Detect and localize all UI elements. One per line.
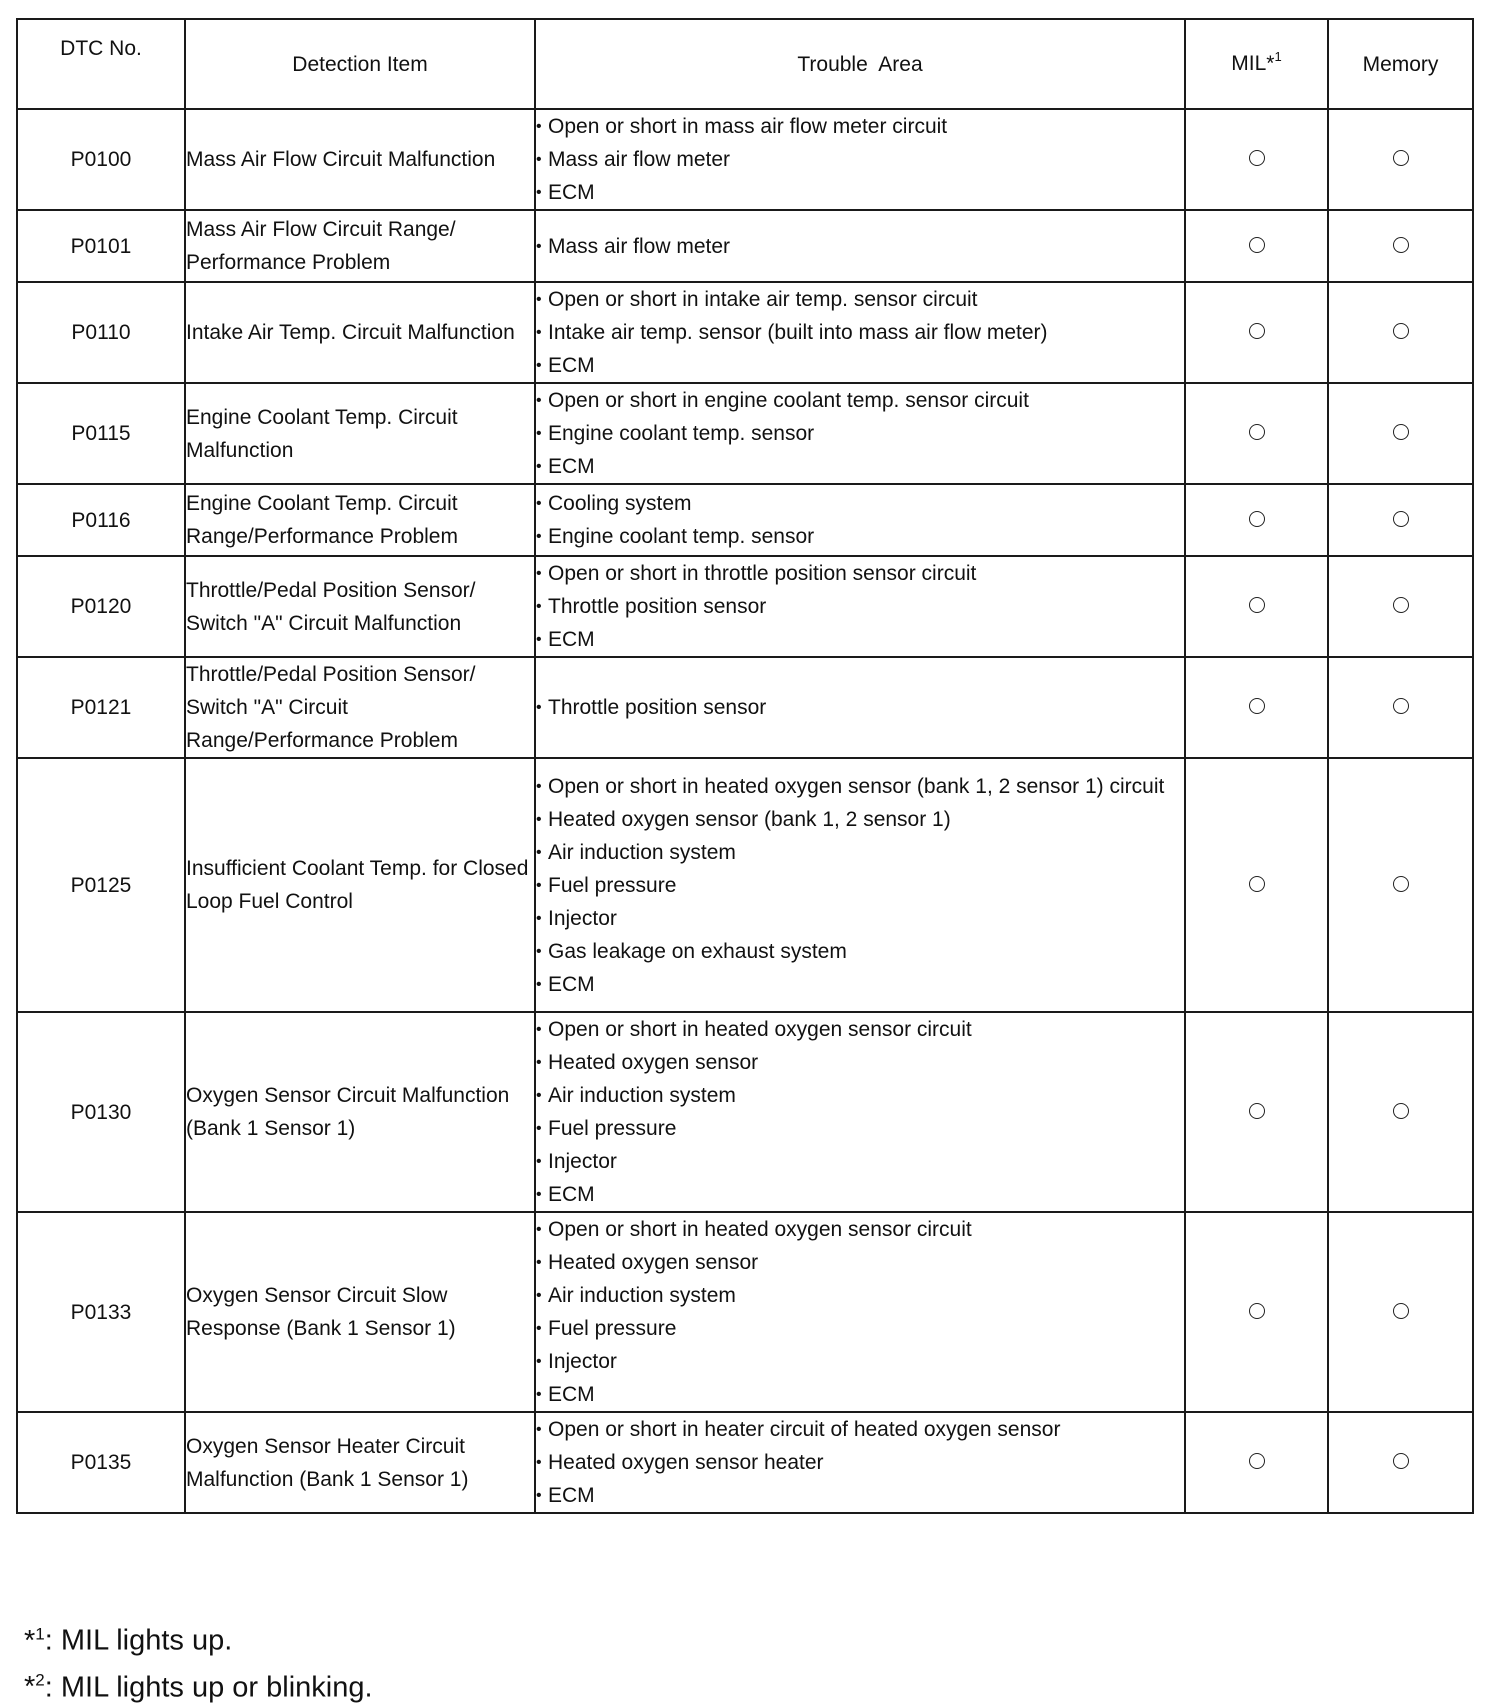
memory-circle-icon	[1393, 876, 1409, 892]
table-row	[17, 1212, 1473, 1412]
mil-circle-icon	[1249, 511, 1265, 527]
table-row	[17, 556, 1473, 657]
header-trouble-area-label: Trouble Area	[797, 52, 923, 76]
dtc-table	[16, 18, 1474, 1514]
trouble-area-item: • Intake air temp. sensor (built into mass air flow meter)	[536, 316, 1184, 349]
trouble-area-list	[536, 487, 1184, 553]
table-row	[17, 1412, 1473, 1513]
mil-circle-icon	[1249, 237, 1265, 253]
trouble-area-item: • Fuel pressure	[536, 1312, 1184, 1345]
trouble-area	[535, 109, 1185, 210]
trouble-area-item: • Heated oxygen sensor (bank 1, 2 sensor 1)	[536, 803, 1184, 836]
table-row	[17, 484, 1473, 556]
mil-cell	[1185, 484, 1328, 556]
trouble-area-item: • Heated oxygen sensor heater	[536, 1446, 1184, 1479]
trouble-area-list	[536, 110, 1184, 209]
detection-item: Engine Coolant Temp. Circuit Range/Performance Problem	[185, 484, 535, 556]
trouble-area-item: • Air induction system	[536, 1079, 1184, 1112]
header-mil-footnote-ref: 1	[1274, 48, 1282, 64]
trouble-area-item: • ECM	[536, 623, 1184, 656]
memory-cell	[1328, 556, 1473, 657]
trouble-area	[535, 1012, 1185, 1212]
trouble-area-item: • Engine coolant temp. sensor	[536, 520, 1184, 553]
memory-circle-icon	[1393, 424, 1409, 440]
trouble-area-item: • Throttle position sensor	[536, 590, 1184, 623]
mil-cell	[1185, 657, 1328, 758]
detection-item: Throttle/Pedal Position Sensor/ Switch "A" Circuit Range/Performance Problem	[185, 657, 535, 758]
dtc-code: P0120	[17, 556, 185, 657]
table-row	[17, 1012, 1473, 1212]
memory-cell	[1328, 109, 1473, 210]
trouble-area-item: • Injector	[536, 902, 1184, 935]
trouble-area-item: • Open or short in heated oxygen sensor circuit	[536, 1213, 1184, 1246]
detection-item: Engine Coolant Temp. Circuit Malfunction	[185, 383, 535, 484]
trouble-area-item: • Engine coolant temp. sensor	[536, 417, 1184, 450]
memory-cell	[1328, 1212, 1473, 1412]
memory-cell	[1328, 210, 1473, 282]
trouble-area-item: • ECM	[536, 1178, 1184, 1211]
mil-cell	[1185, 1012, 1328, 1212]
trouble-area	[535, 210, 1185, 282]
mil-cell	[1185, 282, 1328, 383]
detection-item: Mass Air Flow Circuit Range/ Performance Problem	[185, 210, 535, 282]
mil-circle-icon	[1249, 1303, 1265, 1319]
table-row	[17, 109, 1473, 210]
trouble-area-item: • Throttle position sensor	[536, 691, 1184, 724]
trouble-area-item: • ECM	[536, 1479, 1184, 1512]
trouble-area-list	[536, 1213, 1184, 1411]
trouble-area-item: • Air induction system	[536, 836, 1184, 869]
trouble-area	[535, 383, 1185, 484]
mil-cell	[1185, 556, 1328, 657]
trouble-area-item: • Heated oxygen sensor	[536, 1046, 1184, 1079]
dtc-code: P0135	[17, 1412, 185, 1513]
memory-circle-icon	[1393, 1303, 1409, 1319]
trouble-area-list	[536, 230, 1184, 263]
header-memory: Memory	[1328, 19, 1473, 109]
footnote-marker: *$^2$	[24, 1670, 45, 1704]
memory-circle-icon	[1393, 597, 1409, 613]
header-dtc-no: DTC No.	[17, 19, 185, 109]
dtc-code: P0133	[17, 1212, 185, 1412]
footnote-marker: *$^1$	[24, 1624, 45, 1657]
header-mil	[1185, 19, 1328, 109]
trouble-area-item: • Fuel pressure	[536, 869, 1184, 902]
trouble-area	[535, 282, 1185, 383]
dtc-code: P0110	[17, 282, 185, 383]
dtc-sheet	[16, 18, 1472, 1514]
trouble-area-item: • Open or short in heated oxygen sensor (bank 1, 2 sensor 1) circuit	[536, 770, 1184, 803]
memory-cell	[1328, 758, 1473, 1012]
table-row	[17, 282, 1473, 383]
trouble-area-item: • Open or short in intake air temp. sensor circuit	[536, 283, 1184, 316]
trouble-area-item: • Fuel pressure	[536, 1112, 1184, 1145]
dtc-code: P0100	[17, 109, 185, 210]
mil-cell	[1185, 383, 1328, 484]
mil-cell	[1185, 210, 1328, 282]
dtc-code: P0130	[17, 1012, 185, 1212]
mil-circle-icon	[1249, 1103, 1265, 1119]
trouble-area	[535, 1212, 1185, 1412]
header-trouble-area	[535, 19, 1185, 109]
trouble-area-item: • Injector	[536, 1345, 1184, 1378]
mil-circle-icon	[1249, 876, 1265, 892]
trouble-area-item: • Mass air flow meter	[536, 143, 1184, 176]
mil-cell	[1185, 109, 1328, 210]
dtc-code: P0101	[17, 210, 185, 282]
table-row	[17, 657, 1473, 758]
mil-circle-icon	[1249, 150, 1265, 166]
mil-cell	[1185, 1412, 1328, 1513]
detection-item: Intake Air Temp. Circuit Malfunction	[185, 282, 535, 383]
memory-circle-icon	[1393, 150, 1409, 166]
trouble-area-list	[536, 691, 1184, 724]
trouble-area-list	[536, 1013, 1184, 1211]
trouble-area-item: • Heated oxygen sensor	[536, 1246, 1184, 1279]
mil-circle-icon	[1249, 698, 1265, 714]
trouble-area-item: • ECM	[536, 1378, 1184, 1411]
memory-cell	[1328, 484, 1473, 556]
trouble-area-item: • ECM	[536, 968, 1184, 1001]
trouble-area-list	[536, 283, 1184, 382]
trouble-area-item: • Injector	[536, 1145, 1184, 1178]
dtc-table-body	[17, 109, 1473, 1513]
trouble-area-list	[536, 770, 1184, 1001]
footnote-1	[24, 1614, 373, 1661]
memory-circle-icon	[1393, 1103, 1409, 1119]
trouble-area-item: • Open or short in heater circuit of heated oxygen sensor	[536, 1413, 1184, 1446]
header-row	[17, 19, 1473, 109]
table-row	[17, 383, 1473, 484]
dtc-code: P0121	[17, 657, 185, 758]
trouble-area	[535, 484, 1185, 556]
trouble-area	[535, 556, 1185, 657]
trouble-area	[535, 758, 1185, 1012]
memory-circle-icon	[1393, 237, 1409, 253]
detection-item: Mass Air Flow Circuit Malfunction	[185, 109, 535, 210]
trouble-area-item: • Open or short in mass air flow meter circuit	[536, 110, 1184, 143]
mil-cell	[1185, 758, 1328, 1012]
footnote-text: : MIL lights up or blinking.	[44, 1671, 373, 1704]
dtc-code: P0116	[17, 484, 185, 556]
mil-cell	[1185, 1212, 1328, 1412]
trouble-area	[535, 1412, 1185, 1513]
memory-cell	[1328, 1012, 1473, 1212]
mil-circle-icon	[1249, 597, 1265, 613]
detection-item: Oxygen Sensor Circuit Malfunction (Bank 1 Sensor 1)	[185, 1012, 535, 1212]
trouble-area-item: • Open or short in heated oxygen sensor circuit	[536, 1013, 1184, 1046]
trouble-area-item: • ECM	[536, 349, 1184, 382]
trouble-area	[535, 657, 1185, 758]
footnotes	[24, 1614, 373, 1707]
trouble-area-item: • ECM	[536, 176, 1184, 209]
mil-circle-icon	[1249, 1453, 1265, 1469]
memory-circle-icon	[1393, 1453, 1409, 1469]
footnote-2	[24, 1661, 373, 1707]
trouble-area-item: • Air induction system	[536, 1279, 1184, 1312]
memory-circle-icon	[1393, 698, 1409, 714]
dtc-code: P0115	[17, 383, 185, 484]
trouble-area-list	[536, 384, 1184, 483]
memory-circle-icon	[1393, 323, 1409, 339]
trouble-area-item: • Gas leakage on exhaust system	[536, 935, 1184, 968]
trouble-area-list	[536, 1413, 1184, 1512]
mil-circle-icon	[1249, 323, 1265, 339]
header-detection-item: Detection Item	[185, 19, 535, 109]
trouble-area-item: • Open or short in throttle position sensor circuit	[536, 557, 1184, 590]
detection-item: Throttle/Pedal Position Sensor/ Switch "A" Circuit Malfunction	[185, 556, 535, 657]
footnote-text: : MIL lights up.	[44, 1624, 233, 1657]
trouble-area-list	[536, 557, 1184, 656]
detection-item: Oxygen Sensor Heater Circuit Malfunction (Bank 1 Sensor 1)	[185, 1412, 535, 1513]
memory-cell	[1328, 1412, 1473, 1513]
table-row	[17, 210, 1473, 282]
detection-item: Insufficient Coolant Temp. for Closed Loop Fuel Control	[185, 758, 535, 1012]
header-mil-label: MIL*	[1231, 51, 1275, 75]
detection-item: Oxygen Sensor Circuit Slow Response (Bank 1 Sensor 1)	[185, 1212, 535, 1412]
trouble-area-item: • Cooling system	[536, 487, 1184, 520]
memory-cell	[1328, 282, 1473, 383]
memory-cell	[1328, 383, 1473, 484]
trouble-area-item: • ECM	[536, 450, 1184, 483]
memory-cell	[1328, 657, 1473, 758]
table-row	[17, 758, 1473, 1012]
trouble-area-item: • Open or short in engine coolant temp. sensor circuit	[536, 384, 1184, 417]
dtc-code: P0125	[17, 758, 185, 1012]
trouble-area-item: • Mass air flow meter	[536, 230, 1184, 263]
mil-circle-icon	[1249, 424, 1265, 440]
memory-circle-icon	[1393, 511, 1409, 527]
